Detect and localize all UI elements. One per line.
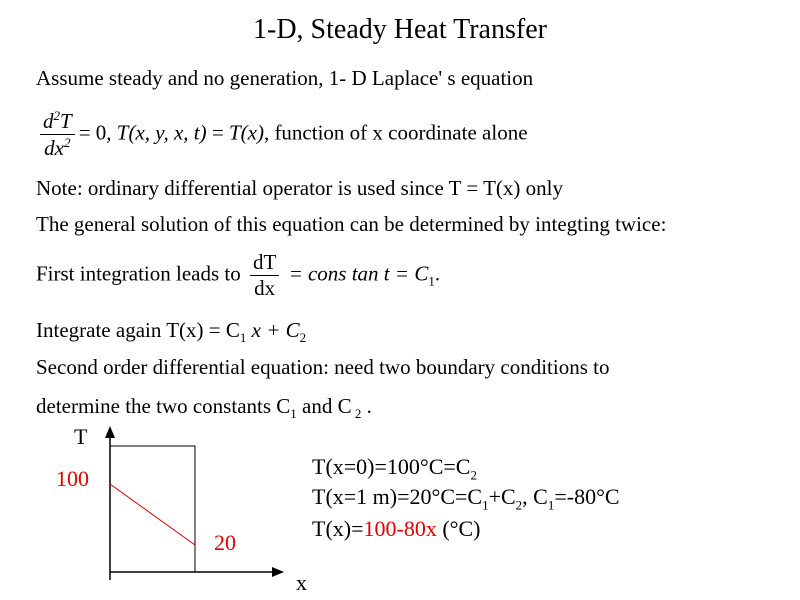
x-axis-label: x — [296, 570, 307, 595]
assume-text: Assume steady and no generation, 1- D Laplace' s equation — [36, 66, 534, 90]
second-derivative-fraction: $\frac{d^2T}{dx^2}$ — [40, 108, 75, 161]
label-low-temp: 20 — [214, 530, 236, 555]
y-axis-label: T — [74, 424, 88, 449]
integrate-again: Integrate again $T(x) = C_1$ $x + C_2$ — [36, 318, 307, 346]
domain-box — [110, 446, 195, 572]
second-order-text: Second order differential equation: need two boundary conditions to — [36, 355, 610, 379]
general-solution-text: The general solution of this equation can be determined by integting twice: — [36, 212, 667, 236]
note-text: Note: ordinary differential operator is used since T = T(x) only — [36, 176, 563, 200]
boundary-condition-2: T(x=1 $m)=20^\circ C=C_1+C_2$, $C_1=-80^\circ C$ — [312, 484, 620, 513]
y-axis-arrow — [105, 426, 115, 438]
temperature-profile-line — [110, 484, 195, 545]
solution-line: T(x)=100-80x (°C) — [312, 516, 481, 541]
laplace-equation: $\frac{d^2T}{dx^2}$ = 0, T(x, y, x, t) = T(x), function of x coordinate alone — [36, 108, 528, 161]
slide-title: 1-D, Steady Heat Transfer — [253, 14, 547, 45]
first-derivative-fraction: $\frac{dT}{dx}$ — [250, 250, 279, 301]
boundary-condition-1: $T(x=0)=100^\circ C=C_2$ — [312, 454, 477, 483]
determine-constants: determine the two constants $C_1$ and C $_2$ . — [36, 394, 372, 422]
x-axis-arrow — [272, 567, 284, 577]
label-high-temp: 100 — [56, 466, 89, 491]
first-integration: First integration leads to $\frac{dT}{dx}$ = cons $\tan t = C_1$. — [36, 250, 441, 300]
